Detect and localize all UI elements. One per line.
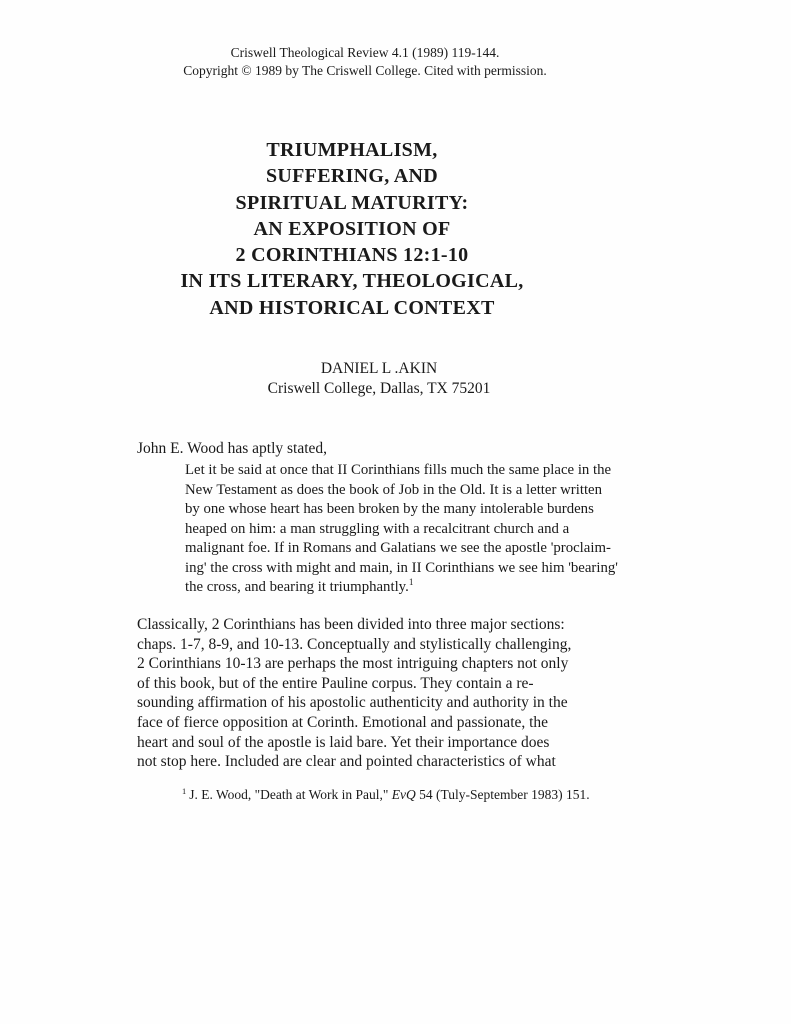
paragraph-line: heart and soul of the apostle is laid bare. Yet their importance does	[137, 733, 550, 751]
quote-line: heaped on him: a man struggling with a recalcitrant church and a	[185, 520, 570, 537]
quote-line: ing' the cross with might and main, in II Corinthians we see him 'bearing'	[185, 559, 618, 576]
journal-citation: Criswell Theological Review 4.1 (1989) 119-144.	[230, 45, 500, 60]
quote-line: by one whose heart has been broken by the many intolerable burdens	[185, 501, 594, 517]
paragraph-line: 2 Corinthians 10-13 are perhaps the most intriguing chapters not only	[137, 655, 569, 673]
paragraph-line: chaps. 1-7, 8-9, and 10-13. Conceptually and stylistically challenging,	[137, 635, 572, 653]
quote-line: New Testament as does the book of Job in the Old. It is a letter written	[185, 481, 603, 498]
footnote-journal-abbrev: EvQ	[391, 787, 416, 802]
title-line: SPIRITUAL MATURITY:	[235, 191, 469, 214]
paragraph-line: face of fierce opposition at Corinth. Emotional and passionate, the	[137, 713, 549, 731]
copyright-notice: Copyright © 1989 by The Criswell College. Cited with permission.	[183, 63, 547, 78]
title-line: TRIUMPHALISM,	[266, 139, 438, 161]
journal-header	[0, 44, 730, 80]
block-quote	[185, 461, 618, 598]
footnote	[182, 787, 590, 803]
title-line: AND HISTORICAL CONTEXT	[209, 296, 495, 319]
title-line: 2 CORINTHIANS 12:1-10	[235, 244, 469, 267]
footnote-reference-marker: 1	[408, 577, 414, 588]
title-line: IN ITS LITERARY, THEOLOGICAL,	[180, 270, 524, 293]
author-name: DANIEL L .AKIN	[320, 360, 438, 377]
title-line: AN EXPOSITION OF	[253, 217, 451, 240]
quote-last-line	[185, 578, 618, 598]
paragraph-line: of this book, but of the entire Pauline corpus. They contain a re-	[137, 674, 534, 692]
paragraph-line: not stop here. Included are clear and pointed characteristics of what	[137, 753, 556, 771]
article-title	[0, 137, 704, 321]
intro-sentence: John E. Wood has aptly stated,	[137, 440, 328, 457]
author-affiliation: Criswell College, Dallas, TX 75201	[267, 379, 491, 397]
title-line: SUFFERING, AND	[266, 165, 438, 188]
paragraph-line: Classically, 2 Corinthians has been divided into three major sections:	[137, 616, 565, 633]
body-paragraph	[137, 615, 571, 772]
footnote-number: 1	[182, 786, 187, 796]
quote-line: malignant foe. If in Romans and Galatians we see the apostle 'proclaim-	[185, 540, 611, 556]
footnote-text-before: J. E. Wood, "Death at Work in Paul,"	[189, 787, 392, 802]
paragraph-line: sounding affirmation of his apostolic authenticity and authority in the	[137, 694, 568, 712]
author-block	[0, 359, 758, 398]
footnote-text-after: 54 (Tuly-September 1983) 151.	[415, 787, 590, 802]
quote-line: Let it be said at once that II Corinthians fills much the same place in the	[185, 462, 612, 478]
quote-last-line-text: the cross, and bearing it triumphantly.	[185, 579, 409, 595]
